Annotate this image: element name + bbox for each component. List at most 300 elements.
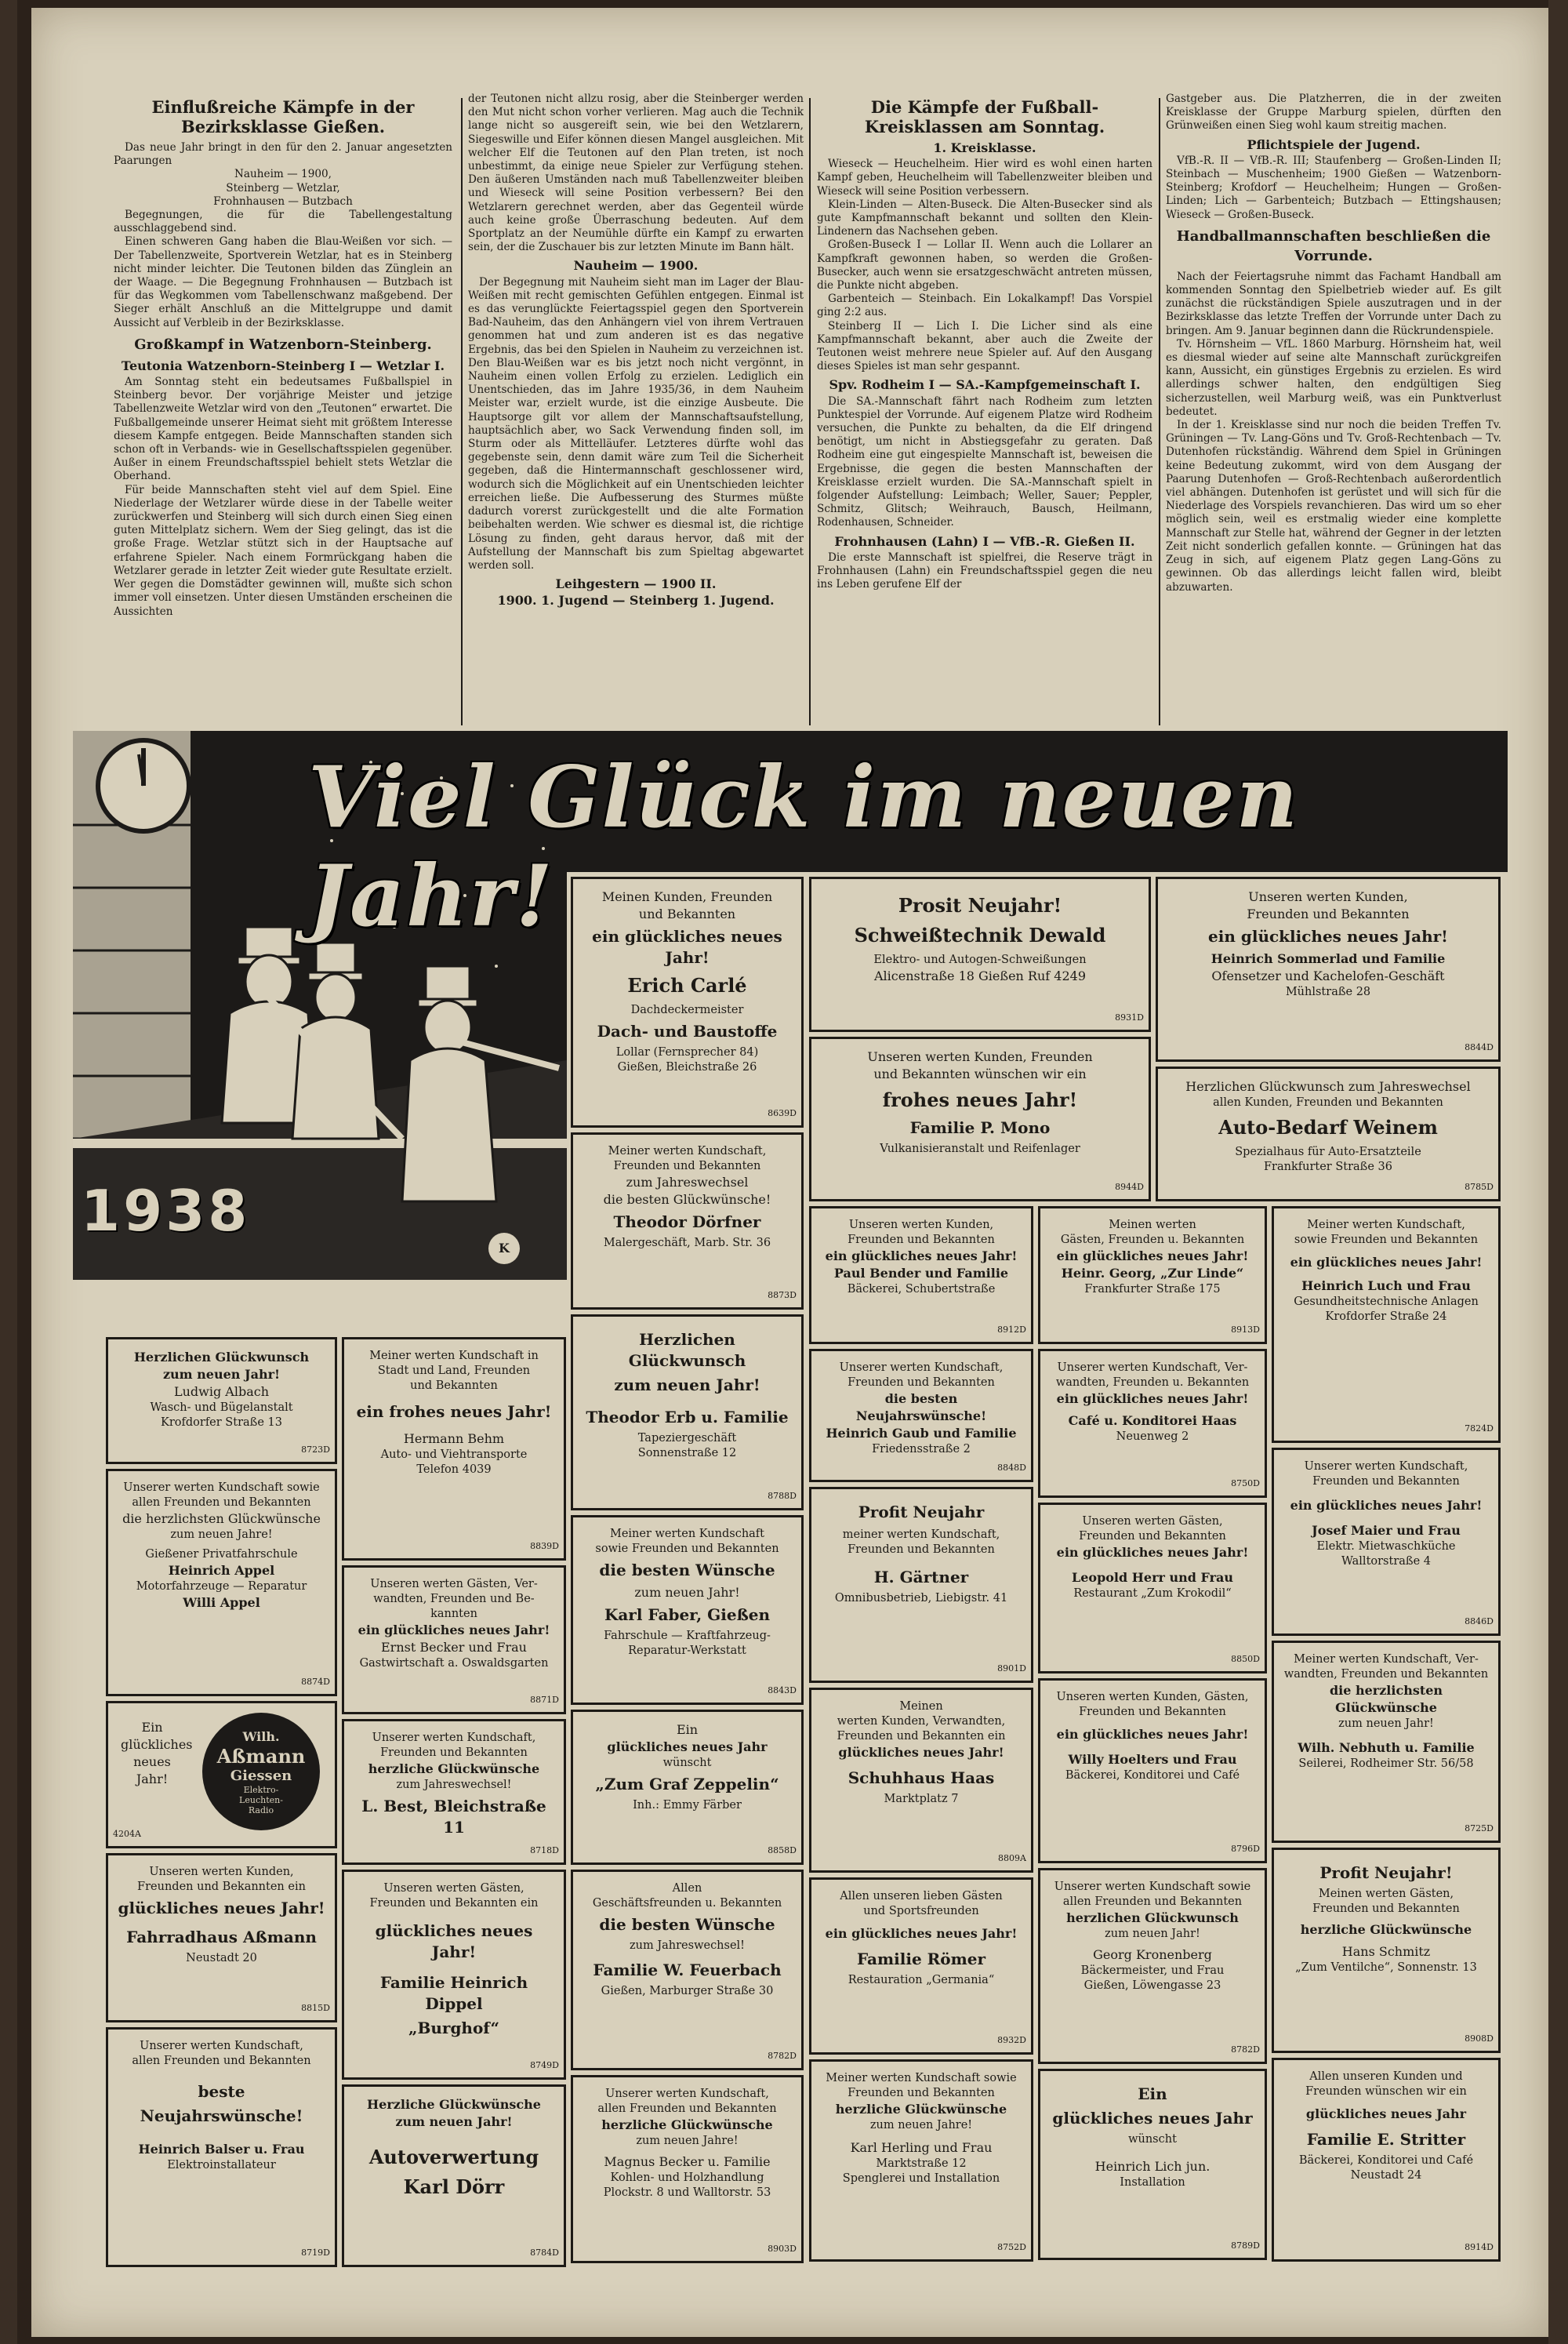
ad-line: Auto- und Viehtransporte [380,1448,528,1461]
seal-text: Aßmann [216,1745,306,1768]
ad-greeting: die besten Wünsche [599,1915,775,1934]
seal-text: Elektro- [243,1785,279,1795]
ad-line: Allen unseren Kunden und [1309,2070,1463,2083]
ad-greeting: die besten Glückwünsche! [603,1192,771,1207]
ad-greeting: Neujahrswünsche! [140,2106,303,2125]
logo-seal [202,1713,320,1830]
ad-line: und Bekannten wünschen wir ein [873,1067,1087,1081]
ad-greeting: zum neuen Jahr! [614,1376,760,1394]
ad-code: 8844D [1465,1042,1494,1052]
ad-greeting: Herzlichen Glückwunsch [133,1350,310,1365]
paragraph: In der 1. Kreisklasse sind nur noch die beiden Treffen Tv. Grüningen — Tv. Lang-Göns und Tv. Groß-Rechtenbach — Tv. Dutenhofen rückständig. Während dem Spiel in Grüningen keine Bedeutung zukommt, wird von dem Ausgang der Paarung Dutenhofen — Groß-Rechtenbach außerordentlich viel abhängen. Dutenhofen ist gerüstet und will sich für die Niederlage des Vorspiels revanchieren. Das wird um so eher möglich sein, weil es erstmalig wieder eine komplette Mannschaft zur Stelle hat, während der Gegner in der letzten Zeit nicht sonderlich gefallen konnte. — Grüningen hat das Zeug in sich, auf eigenem Platz gegen Lang-Göns zu gewinnen. Ob das allerdings leicht fallen wird, bleibt abzuwarten. [1166,419,1501,594]
year-label: 1938 [81,1178,251,1244]
ad-line: Motorfahrzeuge — Reparatur [136,1580,307,1593]
ad-roemer-germania [809,1877,1033,2055]
ad-greeting: Jahr! [136,1772,169,1786]
ad-schuhhaus-haas [809,1688,1033,1873]
ad-line: „Burghof“ [408,2019,500,2037]
ad-greeting: die besten Wünsche [599,1561,775,1579]
ad-name: Schweißtechnik Dewald [854,924,1106,947]
column-rule [1159,98,1160,725]
ad-code: 8789D [1231,2240,1260,2251]
ad-line: Gießener Privatfahrschule [145,1548,298,1561]
ad-line: Freunden und Bekannten [1247,907,1410,921]
ad-greeting: glückliches neues Jahr! [118,1899,325,1917]
ad-line: Installation [1120,2176,1185,2189]
ad-line: Neuenweg 2 [1116,1430,1189,1443]
ad-greeting: die herzlichsten Glückwünsche [122,1511,321,1526]
ad-code: 8719D [301,2248,330,2258]
ad-line: Unserer werten Kundschaft, [140,2040,303,2052]
ad-greeting: glückliches neues Jahr! [375,1921,533,1961]
ad-code: 4204A [113,1829,141,1839]
paragraph: Für beide Mannschaften steht viel auf dem Spiel. Eine Niederlage der Wetzlarer würde diese in der Tabelle weiter zurückwerfen und Steinberg will sich durch einen Sieg einen guten Mittelplatz sichern. Wem der Sieg gelingt, das ist die große Frage. Wetzlar stützt sich in der Hauptsache auf erfahrene Spieler. Nach einem Formrückgang haben die Wetzlarer gerade in letzter Zeit wieder gute Resultate erzielt. Wer gegen die Domstädter gewinnen will, mußte sich schon immer voll einsetzen. Unter diesen Umständen erscheinen die Aussichten [114,483,452,618]
match-heading: Leihgestern — 1900 II. [555,576,717,592]
ad-name: Karl Dörr [403,2175,505,2198]
ad-line: Freunden und Bekannten ein [369,1897,539,1910]
ad-line: Frankfurter Straße 175 [1084,1283,1221,1296]
match-heading: Nauheim — 1900. [573,258,699,274]
ad-code: 8784D [530,2248,559,2258]
ad-line: allen Freunden und Bekannten [132,1496,311,1509]
ad-line: zum neuen Jahr! [1338,1717,1434,1730]
ad-line: Bäckerei, Konditorei und Café [1065,1769,1240,1782]
ad-feuerbach [571,1870,804,2070]
ad-code: 8752D [997,2242,1026,2252]
ad-line: Unserer werten Kundschaft, [839,1361,1004,1374]
paragraph: Der Begegnung mit Nauheim sieht man im Lager der Blau-Weißen mit recht gemischten Gefühlen entgegen. Einmal ist es das verunglückte Feiertagsspiel gegen den Sportverein Bad-Nauheim, das den Anhängern viel von ihrem Vertrauen genommen hat und zum anderen ist es das negative Ergebnis, das bei den Spielen in Nauheim zu verzeichnen ist. Den Blau-Weißen war es bis jetzt noch nicht vergönnt, in Nauheim einen vollen Erfolg zu erzielen. Lediglich ein Unentschieden, das im Jahre 1935/36, in dem Nauheim Meister war, erzielt wurde, ist die einzige Ausbeute. Die Hauptsorge gilt vor allem der Mannschaftsaufstellung, hauptsächlich aber, wo Sack Verwendung finden soll, im Sturm oder als Mittelläufer. Letzteres dürfte wohl das gegebenste sein, denn damit wäre zum Teil die Sicherheit gegeben, daß die Hintermannschaft geschlossener wird, wodurch sich die Möglichkeit auf ein Unentschieden leichter erreichen ließe. Die Aufbesserung des Sturmes müßte dadurch vorerst zurückgestellt und die alte Formation beibehalten werden. Wie schwer es diesmal ist, die richtige Lösung zu finden, geht daraus hervor, daß mit der Aufstellung der Mannschaft bis zum Spieltag abgewartet werden soll. [468,275,804,572]
ad-line: Unserer werten Kundschaft sowie [123,1481,320,1494]
ad-line: Meiner werten Kundschaft, Ver- [1294,1653,1479,1666]
ad-greeting: glückliches neues Jahr [607,1739,768,1754]
ad-code: 8912D [997,1325,1026,1335]
ad-line: Freunden und Bekannten [848,1543,995,1556]
ad-line: und Bekannten [410,1379,498,1392]
ad-name: Georg Kronenberg [1093,1947,1212,1962]
ad-line: Unserer werten Kundschaft, [372,1732,536,1744]
ad-code: 8874D [301,1677,330,1687]
ad-line: Gesundheitstechnische Anlagen [1294,1296,1479,1308]
ad-line: allen Freunden und Bekannten [597,2102,777,2115]
ad-graf-zeppelin [571,1710,804,1865]
ad-code: 8782D [768,2051,797,2061]
ad-erich-carle [571,877,804,1128]
ad-code: 8858D [768,1845,797,1855]
ad-line: Freunden und Bekannten [1312,1475,1460,1488]
ad-behm [342,1337,566,1561]
ad-greeting: herzliche Glückwünsche [1300,1922,1472,1937]
ad-line: Bäckermeister, und Frau [1080,1964,1225,1977]
ad-line: Meinen Kunden, Freunden [601,889,773,904]
ad-greeting: ein glückliches neues Jahr! [825,1248,1018,1263]
ad-line: kannten [430,1608,477,1620]
ad-name: Heinrich Sommerlad und Familie [1210,951,1446,966]
ad-line: Mühlstraße 28 [1285,986,1371,998]
ad-schmitz-ventilche [1272,1848,1501,2053]
article-title: Die Kämpfe der Fußball-Kreisklassen am Sonntag. [864,97,1105,136]
ad-name: Heinrich Balser u. Frau [138,2142,305,2157]
ad-fahrradhaus-assmann [106,1853,337,2022]
paragraph: Garbenteich — Steinbach. Ein Lokalkampf! Das Vorspiel ging 2:2 aus. [817,293,1152,319]
ad-line: wünscht [1128,2133,1177,2146]
ad-doerfner [571,1132,804,1310]
page-edge-right [1548,0,1568,2344]
article-column-2 [468,93,804,611]
ad-name: Willi Appel [183,1595,260,1610]
ad-line: Gießen, Löwengasse 23 [1083,1979,1221,1992]
ad-line: Gießen, Marburger Straße 30 [601,1985,774,1997]
ad-line: Alicenstraße 18 Gießen Ruf 4249 [873,968,1087,983]
ad-name: Willy Hoelters und Frau [1068,1752,1237,1767]
ad-line: Meiner werten Kundschaft sowie [826,2072,1017,2084]
ad-name: Theodor Erb u. Familie [586,1408,789,1426]
article-column-1 [114,93,452,619]
ad-line: Unseren werten Kunden, Gästen, [1056,1691,1249,1703]
ad-line: Dachdeckermeister [630,1004,744,1016]
ad-weinem [1156,1067,1501,1201]
ad-line: Allen unseren lieben Gästen [840,1890,1003,1902]
ad-code: 8785D [1465,1182,1494,1192]
ad-code: 8846D [1465,1616,1494,1626]
ad-maier [1272,1448,1501,1636]
section-heading: Großkampf in Watzenborn-Steinberg. [134,336,432,353]
ad-line: Elektro- und Autogen-Schweißungen [873,954,1087,966]
ad-code: 8850D [1231,1654,1260,1664]
ad-line: Freunden wünschen wir ein [1305,2085,1467,2098]
ad-greeting: ein glückliches neues Jahr! [1290,1498,1483,1513]
ad-greeting: Herzlichen Glückwunsch [628,1330,746,1370]
ad-code: 8931D [1115,1012,1144,1023]
ad-line: sowie Freunden und Bekannten [595,1543,779,1555]
ad-line: Freunden und Bekannten [380,1746,528,1759]
ad-doerr [342,2084,566,2267]
paragraph: Steinberg II — Lich I. Die Licher sind als eine Kampfmannschaft bekannt, aber auch die Zweite der Teutonen weist mehrere neue Spieler auf. Auf den Ausgang dieses Spieles ist man sehr gespannt. [817,319,1152,373]
ad-line: und Bekannten [638,907,736,921]
ad-line: Marktstraße 12 [876,2157,967,2170]
ad-line: Omnibusbetrieb, Liebigstr. 41 [834,1592,1008,1604]
ad-line: Unserer werten Kundschaft, [605,2088,769,2100]
match-heading: Frohnhausen (Lahn) I — VfB.-R. Gießen II. [834,533,1135,549]
ad-name: Erich Carlé [627,974,747,997]
ad-line: Meiner werten Kundschaft in [369,1350,539,1362]
ad-line: zum Jahreswechsel! [396,1779,512,1791]
ad-line: Meinen werten Gästen, [1318,1888,1454,1900]
ad-code: 8839D [530,1541,559,1551]
ad-line: wandten, Freunden u. Bekannten [1055,1376,1250,1389]
ad-line: Freunden und Bekannten [613,1160,761,1172]
ad-line: zum Jahreswechsel [626,1175,749,1190]
ad-greeting: glückliches neues Jahr [1052,2109,1253,2128]
ad-code: 8944D [1115,1182,1144,1192]
ad-assmann-elektro [106,1701,337,1848]
ad-erb [571,1314,804,1510]
ad-georg-linde [1038,1206,1267,1344]
ad-line: wünscht [662,1757,712,1769]
ad-best [342,1719,566,1865]
ad-line: Marktplatz 7 [884,1793,959,1805]
ad-greeting: die herzlichsten Glückwünsche [1329,1683,1443,1715]
pairing: Steinberg — Wetzlar, [226,181,340,194]
ad-herr-krokodil [1038,1503,1267,1674]
ad-name: Heinrich Gaub und Familie [826,1426,1017,1441]
ad-name: Heinr. Georg, „Zur Linde“ [1061,1266,1244,1281]
ad-lich [1038,2069,1267,2260]
ad-line: Elektroinstallateur [167,2159,276,2171]
ad-code: 8723D [301,1445,330,1455]
ad-line: Wasch- und Bügelanstalt [150,1401,293,1414]
ad-greeting: Ein [1138,2084,1167,2103]
paragraph: VfB.-R. II — VfB.-R. III; Staufenberg — Großen-Linden II; Steinbach — Muschenheim; 1900 Gießen — Watzenborn-Steinberg; Krofdorf — Heuchelheim; Hungen — Großen-Linden; Lich — Garbenteich; Butzbach — Ettingshausen; Wieseck — Großen-Buseck. [1166,154,1501,221]
ad-code: 8639D [768,1108,797,1118]
ad-line: zum Jahreswechsel! [629,1939,746,1952]
ad-line: Bäckerei, Konditorei und Café [1298,2154,1474,2167]
ad-code: 8871D [530,1695,559,1705]
ad-code: 8873D [768,1290,797,1300]
ad-greeting: ein glückliches neues Jahr! [825,1926,1018,1941]
ad-line: Fahrschule — Kraftfahrzeug- [604,1630,771,1642]
paragraph: Klein-Linden — Alten-Buseck. Die Alten-Busecker sind als gute Kampfmannschaft bekannt und sollten den Klein-Lindenern das Nachsehen geben. [817,198,1152,238]
ad-greeting: glückliches [121,1737,193,1752]
ad-line: Tapeziergeschäft [637,1432,737,1445]
ad-code: 8809A [998,1853,1026,1863]
ad-line: Restauration „Germania“ [848,1974,995,1986]
section-heading: 1. Kreisklasse. [933,140,1036,155]
ad-greeting: herzlichen Glückwunsch [1066,1910,1239,1925]
ad-name: Heinrich Appel [168,1563,275,1578]
ad-kronenberg [1038,1868,1267,2064]
ad-becker-gaststaette [342,1565,566,1714]
ad-line: Bäckerei, Schubertstraße [847,1283,996,1296]
ad-line: Inh.: Emmy Färber [633,1799,742,1812]
paragraph: der Teutonen nicht allzu rosig, aber die Steinberger werden den Mut nicht schon vorher verlieren. Mag auch die Technik lange nicht so ausgereift sein, wie bei den Wetzlarern, Siegeswille und Eifer können diesen Mangel ausgleichen. Mit welcher Elf die Teutonen auf den Plan treten, ist noch unbestimmt, da einige neue Spieler zur Verfügung stehen. Den äußeren Umständen nach muß Tabellenzweiter bleiben und Wieseck will seine Position verbessern? Bei den Wetzlarern gerechnet werden, aber das Gegenteil würde auch keine große Überraschung bedeuten. Auf dem Sportplatz an der Neumühle dürfte ein Kampf zu erwarten sein, der die Zuschauer bis zur letzten Minute im Bann hält. [468,93,804,254]
ad-line: allen Kunden, Freunden und Bekannten [1213,1096,1443,1109]
ad-line: allen Freunden und Bekannten [132,2055,311,2067]
ad-code: 8725D [1465,1823,1494,1833]
ad-line: Malergeschäft, Marb. Str. 36 [603,1237,771,1249]
ad-code: 8718D [530,1845,559,1855]
ad-greeting: Prosit Neujahr! [898,894,1062,917]
ad-appel [106,1469,337,1696]
seal-text: Wilh. [242,1729,280,1744]
ad-line: Freunden und Bekannten [848,2087,995,2099]
ad-code: 8796D [1231,1844,1260,1854]
ad-line: Sonnenstraße 12 [637,1447,737,1459]
ad-name: Schuhhaus Haas [848,1768,995,1787]
seal-text: Giessen [230,1768,292,1784]
ad-cafe-haas [1038,1349,1267,1498]
pairing: Nauheim — 1900, [234,168,332,181]
ad-gaertner [809,1487,1033,1683]
ad-line: zum neuen Jahr! [1105,1928,1200,1940]
ad-albach [106,1337,337,1464]
ad-name: Heinrich Luch und Frau [1301,1278,1471,1293]
ad-line: Allen [672,1882,702,1895]
ad-code: 8848D [997,1463,1026,1473]
ad-name: Paul Bender und Familie [833,1266,1009,1281]
ad-greeting: beste [198,2082,245,2101]
ad-greeting: frohes neues Jahr! [882,1088,1078,1111]
ad-code: 8788D [768,1491,797,1501]
ad-line: Gießen, Bleichstraße 26 [617,1061,757,1074]
page-edge-left [0,0,17,2344]
ad-line: Unseren werten Kunden, Freunden [867,1049,1093,1064]
ad-greeting: zum neuen Jahr! [395,2114,513,2129]
ad-greeting: ein glückliches neues Jahr! [1056,1545,1249,1560]
ad-line: Dach- und Baustoffe [597,1022,778,1041]
ad-code: 8901D [997,1663,1026,1674]
ad-gaub [809,1349,1033,1482]
paragraph: Die SA.-Mannschaft fährt nach Rodheim zum letzten Punktespiel der Vorrunde. Auf eigenem Platze wird Rodheim versuchen, die Punkte zu behalten, da die Elf dringend benötigt, um nicht in Abstiegsgefahr zu geraten. Daß Rodheim eine gut eingespielte Mannschaft ist, beweisen die Ergebnisse, die gegen die besten Mannschaften der Kreisklasse erzielt wurden. Die SA.-Mannschaft spielt in folgender Aufstellung: Leimbach; Weller, Sauer; Peppler, Schmitz, Glitsch; Weihrauch, Bausch, Heilmann, Rodenhausen, Schneider. [817,394,1152,529]
ad-line: Unseren werten Kunden, [848,1219,994,1231]
ad-name: Ernst Becker und Frau [381,1640,527,1655]
ad-line: zum neuen Jahr! [634,1585,740,1600]
ad-name: Hermann Behm [403,1431,505,1446]
ad-name: Familie E. Stritter [1306,2130,1466,2149]
ad-name: Fahrradhaus Aßmann [126,1928,317,1946]
pairing: Frohnhausen — Butzbach [213,194,353,208]
ad-greeting: ein glückliches neues Jahr! [1208,927,1448,946]
ad-line: zum neuen Jahre! [636,2135,739,2147]
ad-name: Auto-Bedarf Weinem [1218,1116,1438,1139]
ad-line: „Zum Ventilche“, Sonnenstr. 13 [1295,1961,1477,1974]
ad-line: Unseren werten Gästen, [383,1882,524,1895]
ad-line: Reparatur-Werkstatt [628,1644,746,1657]
ad-code: 8750D [1231,1478,1260,1488]
ad-line: Neustadt 20 [186,1952,257,1964]
ad-greeting: Profit Neujahr [858,1503,985,1521]
ad-code: 8782D [1231,2044,1260,2055]
match-heading: Spv. Rodheim I — SA.-Kampfgemeinschaft I. [829,377,1141,393]
ad-code: 8815D [301,2003,330,2013]
ad-magnus-becker [571,2075,804,2263]
ad-line: Unseren werten Kunden, [149,1866,294,1878]
ad-greeting: glückliches neues Jahr! [838,1745,1004,1760]
ad-line: Krofdorfer Straße 24 [1325,1310,1447,1323]
ad-name: Karl Herling und Frau [850,2140,993,2155]
match-heading: 1900. 1. Jugend — Steinberg 1. Jugend. [497,593,775,609]
artist-mark: K [488,1233,520,1264]
seal-text: Leuchten- [239,1795,283,1805]
ad-line: meiner werten Kundschaft, [842,1528,1000,1541]
ad-greeting: Profit Neujahr! [1319,1863,1453,1882]
ad-code: 8749D [530,2060,559,2070]
ad-line: Unserer werten Kundschaft, Ver- [1057,1361,1248,1374]
match-heading: Teutonia Watzenborn-Steinberg I — Wetzlar I. [121,358,445,373]
section-heading: Handballmannschaften beschließen die Vorrunde. [1176,227,1491,264]
ad-balser [106,2027,337,2267]
ad-sommerlad [1156,877,1501,1062]
paragraph: Tv. Hörnsheim — VfL. 1860 Marburg. Hörnsheim hat, weil es diesmal wieder auf seine alte Mannschaft zurückgreifen kann, Aussicht, ein günstiges Ergebnis zu erzielen. Es wird allerdings schwer halten, den endgültigen Sieg sicherzustellen, weil Marburg weiß, was ein Punktverlust bedeutet. [1166,337,1501,418]
ad-dippel-burghof [342,1870,566,2080]
ad-line: Telefon 4039 [416,1463,492,1476]
ad-greeting: Herzliche Glückwünsche [367,2097,541,2112]
ad-code: 8843D [768,1685,797,1695]
ad-name: Theodor Dörfner [613,1212,761,1231]
ad-line: Unseren werten Gästen, Ver- [370,1578,538,1590]
article-column-3 [817,93,1152,592]
ad-code: 8903D [768,2244,797,2254]
ad-line: Geschäftsfreunden u. Bekannten [592,1897,782,1910]
ad-hoelters [1038,1678,1267,1863]
ad-greeting: die besten Neujahrswünsche! [855,1391,987,1423]
ad-name: Karl Faber, Gießen [604,1605,771,1624]
ad-name: Wilh. Nebhuth u. Familie [1298,1740,1475,1755]
paragraph: Wieseck — Heuchelheim. Hier wird es wohl einen harten Kampf geben, Heuchelheim will Tabellenzweiter bleiben und Wieseck will seine Position verbessern. [817,158,1152,198]
paragraph: Begegnungen, die für die Tabellengestaltung ausschlaggebend sind. [114,209,452,235]
article-title: Einflußreiche Kämpfe in der Bezirksklasse Gießen. [151,97,415,136]
ad-line: Plockstr. 8 und Walltorstr. 53 [603,2186,771,2199]
ad-greeting: glückliches neues Jahr [1305,2106,1467,2121]
ad-line: Meinen werten [1109,1219,1196,1231]
ad-greeting: ein glückliches neues Jahr! [1290,1255,1483,1270]
seal-text: Radio [248,1805,274,1815]
ad-greeting: ein glückliches neues Jahr! [1056,1727,1249,1742]
ad-name: Familie Heinrich Dippel [379,1973,528,2013]
section-heading: Pflichtspiele der Jugend. [1247,136,1421,152]
ad-name: H. Gärtner [873,1568,969,1586]
ad-line: Frankfurter Straße 36 [1263,1161,1392,1173]
paragraph: Nach der Feiertagsruhe nimmt das Fachamt Handball am kommenden Sonntag den Spielbetrieb wieder auf. Es gilt zunächst die rückständigen Spiele auszutragen und in der Bezirksklasse das letzte Treffen der Vorrunde unter Dach zu bringen. Am 9. Januar beginnen dann die Rückrundenspiele. [1166,270,1501,337]
ad-line: Meinen [899,1700,943,1713]
ad-line: Ofensetzer und Kachelofen-Geschäft [1211,968,1445,983]
ad-line: Kohlen- und Holzhandlung [610,2171,764,2184]
ad-name: Ludwig Albach [173,1384,270,1399]
paragraph: Gastgeber aus. Die Platzherren, die in der zweiten Kreisklasse der Gruppe Marburg spielen, dürften den Grünweißen einen Sieg wohl kaum streitig machen. [1166,93,1501,133]
ad-line: Freunden und Bekannten [1079,1530,1226,1543]
ad-name: Familie Römer [856,1950,986,1968]
ad-greeting: Herzlichen Glückwunsch zum Jahreswechsel [1185,1079,1471,1094]
ad-greeting: neues [133,1754,171,1769]
paragraph: Einen schweren Gang haben die Blau-Weißen vor sich. — Der Tabellenzweite, Sportverein Wetzlar, hat es in Steinberg nicht minder leichter. Die Teutonen bilden das Zünglein an der Waage. — Die Begegnung Frohnhausen — Butzbach ist für das Wegkommen vom Tabellenschwanz maßgebend. Der Sieger erhält Anschluß an die Mittelgruppe und damit Aussicht auf Verbleib in der Bezirksklasse. [114,235,452,329]
ad-line: sowie Freunden und Bekannten [1294,1234,1479,1246]
ad-line: Stadt und Land, Freunden [377,1365,531,1377]
ad-line: werten Kunden, Verwandten, [837,1715,1006,1728]
ad-line: Freunden und Bekannten [1079,1706,1226,1718]
ad-name: Autoverwertung [368,2146,539,2168]
ad-line: Freunden und Bekannten [848,1376,995,1389]
ad-line: Freunden und Bekannten ein [137,1881,306,1893]
ad-line: Friedensstraße 2 [872,1443,971,1455]
ad-greeting: Ein [676,1722,699,1737]
ad-greeting: ein glückliches neues Jahr! [1056,1391,1249,1406]
ad-line: Meiner werten Kundschaft [609,1528,765,1540]
ad-line: Unserer werten Kundschaft sowie [1054,1881,1251,1893]
ad-greeting: herzliche Glückwünsche [368,1761,540,1776]
ad-nebhuth [1272,1641,1501,1843]
ad-line: Meiner werten Kundschaft, [1307,1219,1465,1231]
ad-line: Spezialhaus für Auto-Ersatzteile [1235,1146,1421,1158]
ad-line: wandten, Freunden und Bekannten [1283,1668,1489,1681]
paragraph: Am Sonntag steht ein bedeutsames Fußballspiel in Steinberg bevor. Der vorjährige Meister und jetzige Tabellenzweite Wetzlar wird von den „Teutonen“ erwartet. Die Fußballgemeinde unserer Heimat sieht mit größtem Interesse diesem Kampfe entgegen. Beide Mannschaften standen sich schon oft in Verbands- wie in Gesellschaftsspielen gegenüber. Außer in einem Freundschaftsspiel behielt stets Wetzlar die Oberhand. [114,376,452,483]
ad-name: „Zum Graf Zeppelin“ [595,1775,779,1793]
ad-name: Café u. Konditorei Haas [1068,1413,1237,1428]
ad-mono [809,1037,1151,1201]
ad-line: Lollar (Fernsprecher 84) [615,1046,759,1059]
ad-line: Walltorstraße 4 [1341,1555,1431,1568]
ad-line: Unserer werten Kundschaft, [1304,1460,1468,1473]
ad-line: zum neuen Jahre! [869,2119,973,2131]
ad-dewald [809,877,1151,1032]
ad-greeting: ein glückliches neues Jahr! [358,1623,550,1637]
ad-name: Familie P. Mono [909,1118,1051,1137]
paragraph: Großen-Buseck I — Lollar II. Wenn auch die Lollarer an Kampfkraft gewonnen haben, so werden die Großen-Busecker, auch wenn sie ersatzgeschwächt antreten müssen, die Punkte nicht abgeben. [817,238,1152,293]
ad-line: Seilerei, Rodheimer Str. 56/58 [1298,1757,1474,1770]
ad-name: Hans Schmitz [1341,1944,1431,1959]
ad-line: Freunden und Bekannten [848,1234,995,1246]
ad-line: allen Freunden und Bekannten [1062,1895,1243,1908]
ad-line: wandten, Freunden und Be- [373,1593,535,1605]
ad-name: Magnus Becker u. Familie [604,2154,771,2169]
